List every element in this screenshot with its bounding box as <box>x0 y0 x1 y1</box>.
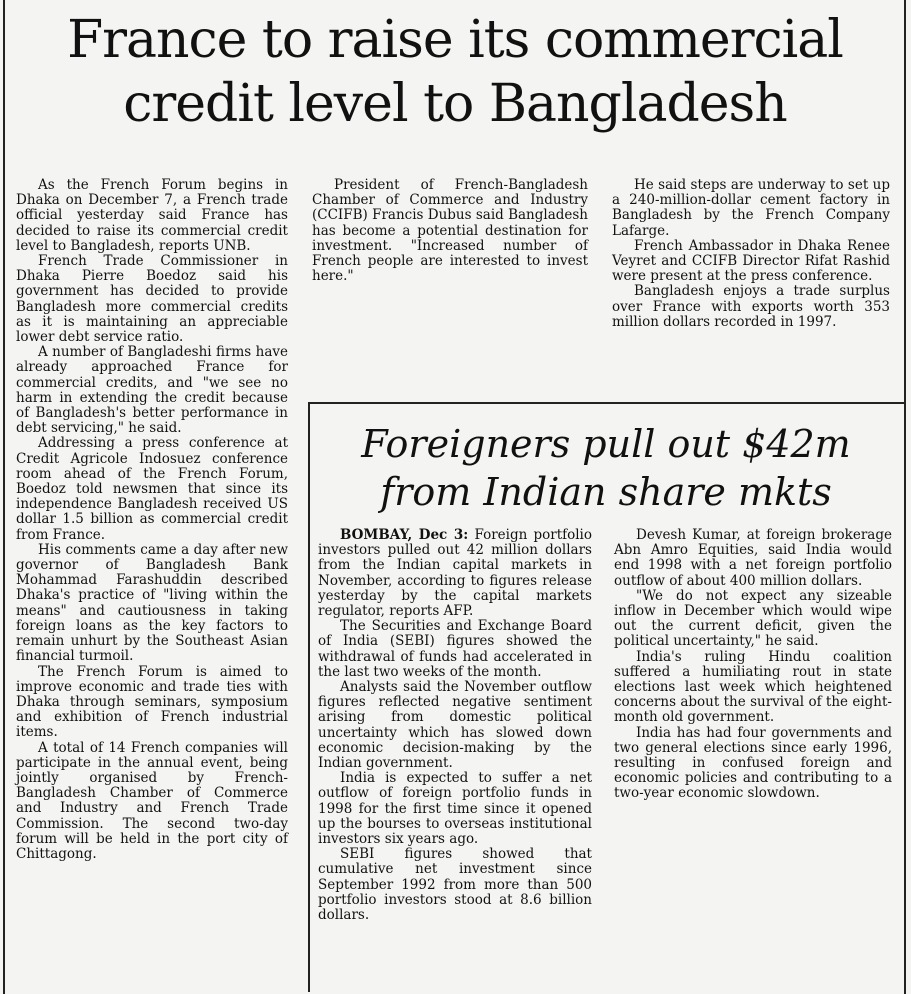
article2-paragraph: "We do not expect any sizeable inflow in December which would wipe out the current deficit, given the political uncertainty," he said. <box>614 587 892 650</box>
article1-paragraph: He said steps are underway to set up a 240-million-dollar cement factory in Bangladesh by the French Company Lafarge. <box>612 177 890 239</box>
article2-headline-line2: from Indian share mkts <box>380 470 832 514</box>
left-border-rule <box>3 0 5 994</box>
article1-column-2 <box>312 178 588 284</box>
article2-paragraph: India is expected to suffer a net outflow of foreign portfolio funds in 1998 for the first time since it opened up the bourses to overseas institutional investors six years ago. <box>318 770 592 848</box>
article2-paragraph: Analysts said the November outflow figures reflected negative sentiment arising from domestic political uncertainty which has slowed down economic decision-making by the Indian government. <box>318 679 592 772</box>
article1-headline-line1: France to raise its commercial <box>67 10 843 70</box>
article2-paragraph: Devesh Kumar, at foreign brokerage Abn Amro Equities, said India would end 1998 with a net foreign portfolio outflow of about 400 million dollars. <box>614 527 892 589</box>
article1-paragraph: A number of Bangladeshi firms have already approached France for commercial credits, and "we see no harm in extending the credit because of Bangladesh's better performance in debt servicing," he said. <box>16 344 288 437</box>
article2-column-2 <box>614 528 892 802</box>
article2-dateline: BOMBAY, Dec 3: <box>340 527 469 543</box>
article2-paragraph <box>318 528 592 619</box>
article2-headline <box>318 420 894 516</box>
article1-paragraph: Bangladesh enjoys a trade surplus over France with exports worth 353 million dollars recorded in 1997. <box>612 283 890 330</box>
article1-paragraph: Addressing a press conference at Credit Agricole Indosuez conference room ahead of the French Forum, Boedoz told newsmen that since its independence Bangladesh received US dollar 1.5 billion as commercial credit from France. <box>16 435 288 543</box>
article1-paragraph: The French Forum is aimed to improve economic and trade ties with Dhaka through seminars, symposium and exhibition of French industrial items. <box>16 663 288 741</box>
article1-column-3 <box>612 178 890 330</box>
article1-paragraph: A total of 14 French companies will participate in the annual event, being jointly organised by French-Bangladesh Chamber of Commerce and Industry and French Trade Commission. The second two-day forum will be held in the port city of Chittagong. <box>16 739 288 862</box>
article2-lead-text: Foreign portfolio investors pulled out 42 million dollars from the Indian capital markets in November, according to figures release yesterday by the capital markets regulator, reports AFP. <box>318 527 593 620</box>
article1-column-1 <box>16 178 288 862</box>
article2-paragraph: India has had four governments and two general elections since early 1996, resulting in confused foreign and economic policies and contributing to a two-year economic slowdown. <box>614 724 892 802</box>
article2-paragraph: India's ruling Hindu coalition suffered a humiliating rout in state elections last week which heightened concerns about the survival of the eight-month old government. <box>614 648 892 726</box>
article1-headline-line2: credit level to Bangladesh <box>123 74 787 134</box>
article1-paragraph: French Trade Commissioner in Dhaka Pierre Boedoz said his government has decided to provide Bangladesh more commercial credits as it is maintaining an appreciable lower debt service ratio. <box>16 253 288 346</box>
article1-paragraph: As the French Forum begins in Dhaka on December 7, a French trade official yesterday said France has decided to raise its commercial credit level to Bangladesh, reports UNB. <box>16 177 288 254</box>
article1-paragraph: His comments came a day after new governor of Bangladesh Bank Mohammad Farashuddin described Dhaka's practice of "living within the means" and cautiousness in taking foreign loans as the key factors to remain unhurt by the Southeast Asian financial turmoil. <box>16 541 288 665</box>
article2-headline-line1: Foreigners pull out $42m <box>361 422 851 466</box>
article1-paragraph: President of French-Bangladesh Chamber of Commerce and Industry (CCIFB) Francis Dubus said Bangladesh has become a potential destination for investment. "Increased number of French people are interested to invest here." <box>312 177 588 285</box>
article2-column-1 <box>318 528 592 923</box>
article1-paragraph: French Ambassador in Dhaka Renee Veyret and CCIFB Director Rifat Rashid were present at the press conference. <box>612 237 890 285</box>
article2-paragraph: SEBI figures showed that cumulative net investment since September 1992 from more than 500 portfolio investors stood at 8.6 billion dollars. <box>318 846 592 924</box>
article2-paragraph: The Securities and Exchange Board of India (SEBI) figures showed the withdrawal of funds had accelerated in the last two weeks of the month. <box>318 618 592 680</box>
article1-headline <box>10 8 900 136</box>
